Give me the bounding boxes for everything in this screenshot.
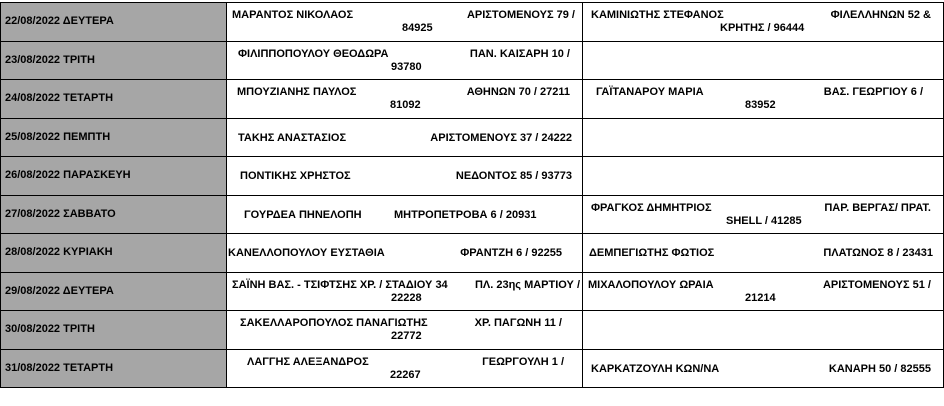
pharmacist-name: ΦΙΛΙΠΠΟΠΟΥΛΟΥ ΘΕΟΔΩΡΑ <box>238 47 389 60</box>
pharmacy-cell-secondary <box>583 234 944 273</box>
pharmacy-cell-secondary <box>583 80 944 119</box>
table-row <box>1 195 944 234</box>
pharmacy-address: ΠΛΑΤΩΝΟΣ 8 / 23431 <box>823 247 933 259</box>
pharmacy-address: ΠΑΡ. ΒΕΡΓΑΣ/ ΠΡΑΤ. <box>824 201 931 214</box>
date-cell: 26/08/2022 ΠΑΡΑΣΚΕΥΗ <box>1 157 227 196</box>
pharmacy-address-cont: 84925 <box>402 22 433 34</box>
date-cell: 29/08/2022 ΔΕΥΤΕΡΑ <box>1 272 227 311</box>
table-row <box>1 311 944 350</box>
pharmacy-address: ΑΡΙΣΤΟΜΕΝΟΥΣ 37 / 24222 <box>430 131 572 144</box>
pharmacy-cell-primary <box>227 80 583 119</box>
pharmacy-address: ΦΙΛΕΛΛΗΝΩΝ 52 & <box>830 9 931 21</box>
pharmacist-name: ΣΑΚΕΛΛΑΡΟΠΟΥΛΟΣ ΠΑΝΑΓΙΩΤΗΣ <box>240 317 428 329</box>
pharmacy-cell-secondary <box>583 157 944 196</box>
pharmacist-name: ΛΑΓΓΗΣ ΑΛΕΞΑΝΔΡΟΣ <box>247 355 369 368</box>
table-row <box>1 3 944 42</box>
pharmacist-name: ΜΙΧΑΛΟΠΟΥΛΟΥ ΩΡΑΙΑ <box>588 278 714 291</box>
pharmacist-name: ΜΑΡΑΝΤΟΣ ΝΙΚΟΛΑΟΣ <box>232 9 354 21</box>
table-row <box>1 41 944 80</box>
pharmacy-address: ΓΕΩΡΓΟΥΛΗ 1 / <box>482 355 564 368</box>
pharmacy-cell-primary <box>227 3 583 42</box>
pharmacy-cell-primary <box>227 118 583 157</box>
pharmacy-cell-primary <box>227 272 583 311</box>
pharmacy-address: ΠΛ. 23ης ΜΑΡΤΙΟΥ / <box>474 278 580 291</box>
table-row <box>1 349 944 388</box>
pharmacy-address-cont: SHELL / 41285 <box>726 214 802 227</box>
table-row <box>1 157 944 196</box>
pharmacy-cell-secondary <box>583 195 944 234</box>
pharmacy-address: ΧΡ. ΠΑΓΩΝΗ 11 / <box>474 317 562 329</box>
pharmacy-cell-secondary <box>583 272 944 311</box>
pharmacist-name: ΚΑΜΙΝΙΩΤΗΣ ΣΤΕΦΑΝΟΣ <box>591 9 724 21</box>
pharmacy-address-cont: 22228 <box>391 291 422 304</box>
table-row <box>1 80 944 119</box>
pharmacy-cell-primary <box>227 157 583 196</box>
date-cell: 27/08/2022 ΣΑΒΒΑΤΟ <box>1 195 227 234</box>
pharmacy-address: ΝΕΔΟΝΤΟΣ 85 / 93773 <box>455 170 572 182</box>
pharmacy-cell-secondary <box>583 311 944 350</box>
pharmacist-name: ΜΠΟΥΖΙΑΝΗΣ ΠΑΥΛΟΣ <box>237 86 357 98</box>
pharmacy-address: ΑΘΗΝΩΝ 70 / 27211 <box>466 86 570 98</box>
pharmacy-address: ΒΑΣ. ΓΕΩΡΓΙΟΥ 6 / <box>823 86 923 98</box>
pharmacy-cell-primary <box>227 349 583 388</box>
pharmacist-name: ΣΑΪΝΗ ΒΑΣ. - ΤΣΙΦΤΣΗΣ ΧΡ. / ΣΤΑΔΙΟΥ 34 <box>232 278 448 291</box>
pharmacy-address: ΠΑΝ. ΚΑΙΣΑΡΗ 10 / <box>469 47 570 60</box>
pharmacy-cell-primary <box>227 234 583 273</box>
pharmacy-address-cont: 22267 <box>390 368 421 381</box>
pharmacy-address: ΚΑΝΑΡΗ 50 / 82555 <box>828 362 931 375</box>
table-row <box>1 234 944 273</box>
date-cell: 24/08/2022 ΤΕΤΑΡΤΗ <box>1 80 227 119</box>
pharmacy-address-cont: 83952 <box>745 99 776 111</box>
date-cell: 23/08/2022 ΤΡΙΤΗ <box>1 41 227 80</box>
date-cell: 28/08/2022 ΚΥΡΙΑΚΗ <box>1 234 227 273</box>
pharmacist-name: ΠΟΝΤΙΚΗΣ ΧΡΗΣΤΟΣ <box>240 170 351 182</box>
pharmacist-name: ΓΟΥΡΔΕΑ ΠΗΝΕΛΟΠΗ <box>244 208 362 221</box>
table-row <box>1 118 944 157</box>
pharmacy-address: ΜΗΤΡΟΠΕΤΡΟΒΑ 6 / 20931 <box>394 208 537 221</box>
pharmacist-name: ΤΑΚΗΣ ΑΝΑΣΤΑΣΙΟΣ <box>238 131 347 144</box>
pharmacist-name: ΚΑΝΕΛΛΟΠΟΥΛΟΥ ΕΥΣΤΑΘΙΑ <box>228 247 385 259</box>
pharmacy-address-cont: 22772 <box>391 330 422 342</box>
pharmacy-address-cont: 81092 <box>390 99 421 111</box>
pharmacy-address-cont: 93780 <box>391 60 422 73</box>
date-cell: 30/08/2022 ΤΡΙΤΗ <box>1 311 227 350</box>
table-row <box>1 272 944 311</box>
pharmacy-cell-primary <box>227 195 583 234</box>
pharmacy-cell-primary <box>227 311 583 350</box>
pharmacy-address: ΑΡΙΣΤΟΜΕΝΟΥΣ 79 / <box>466 9 575 21</box>
date-cell: 25/08/2022 ΠΕΜΠΤΗ <box>1 118 227 157</box>
pharmacy-address: ΦΡΑΝΤΖΗ 6 / 92255 <box>460 247 562 259</box>
pharmacy-cell-secondary <box>583 118 944 157</box>
pharmacy-address-cont: ΚΡΗΤΗΣ / 96444 <box>720 22 805 34</box>
pharmacist-name: ΔΕΜΠΕΓΙΩΤΗΣ ΦΩΤΙΟΣ <box>589 247 715 259</box>
pharmacy-address: ΑΡΙΣΤΟΜΕΝΟΥΣ 51 / <box>822 278 931 291</box>
duty-schedule-table <box>0 2 944 388</box>
pharmacy-cell-secondary <box>583 41 944 80</box>
pharmacist-name: ΦΡΑΓΚΟΣ ΔΗΜΗΤΡΙΟΣ <box>591 201 712 214</box>
pharmacist-name: ΚΑΡΚΑΤΖΟΥΛΗ ΚΩΝ/ΝΑ <box>591 362 720 375</box>
pharmacy-address-cont: 21214 <box>745 291 776 304</box>
pharmacy-cell-primary <box>227 41 583 80</box>
date-cell: 31/08/2022 ΤΕΤΑΡΤΗ <box>1 349 227 388</box>
date-cell: 22/08/2022 ΔΕΥΤΕΡΑ <box>1 3 227 42</box>
pharmacy-cell-secondary <box>583 3 944 42</box>
pharmacist-name: ΓΑΪΤΑΝΑΡΟΥ ΜΑΡΙΑ <box>596 86 704 98</box>
pharmacy-cell-secondary <box>583 349 944 388</box>
